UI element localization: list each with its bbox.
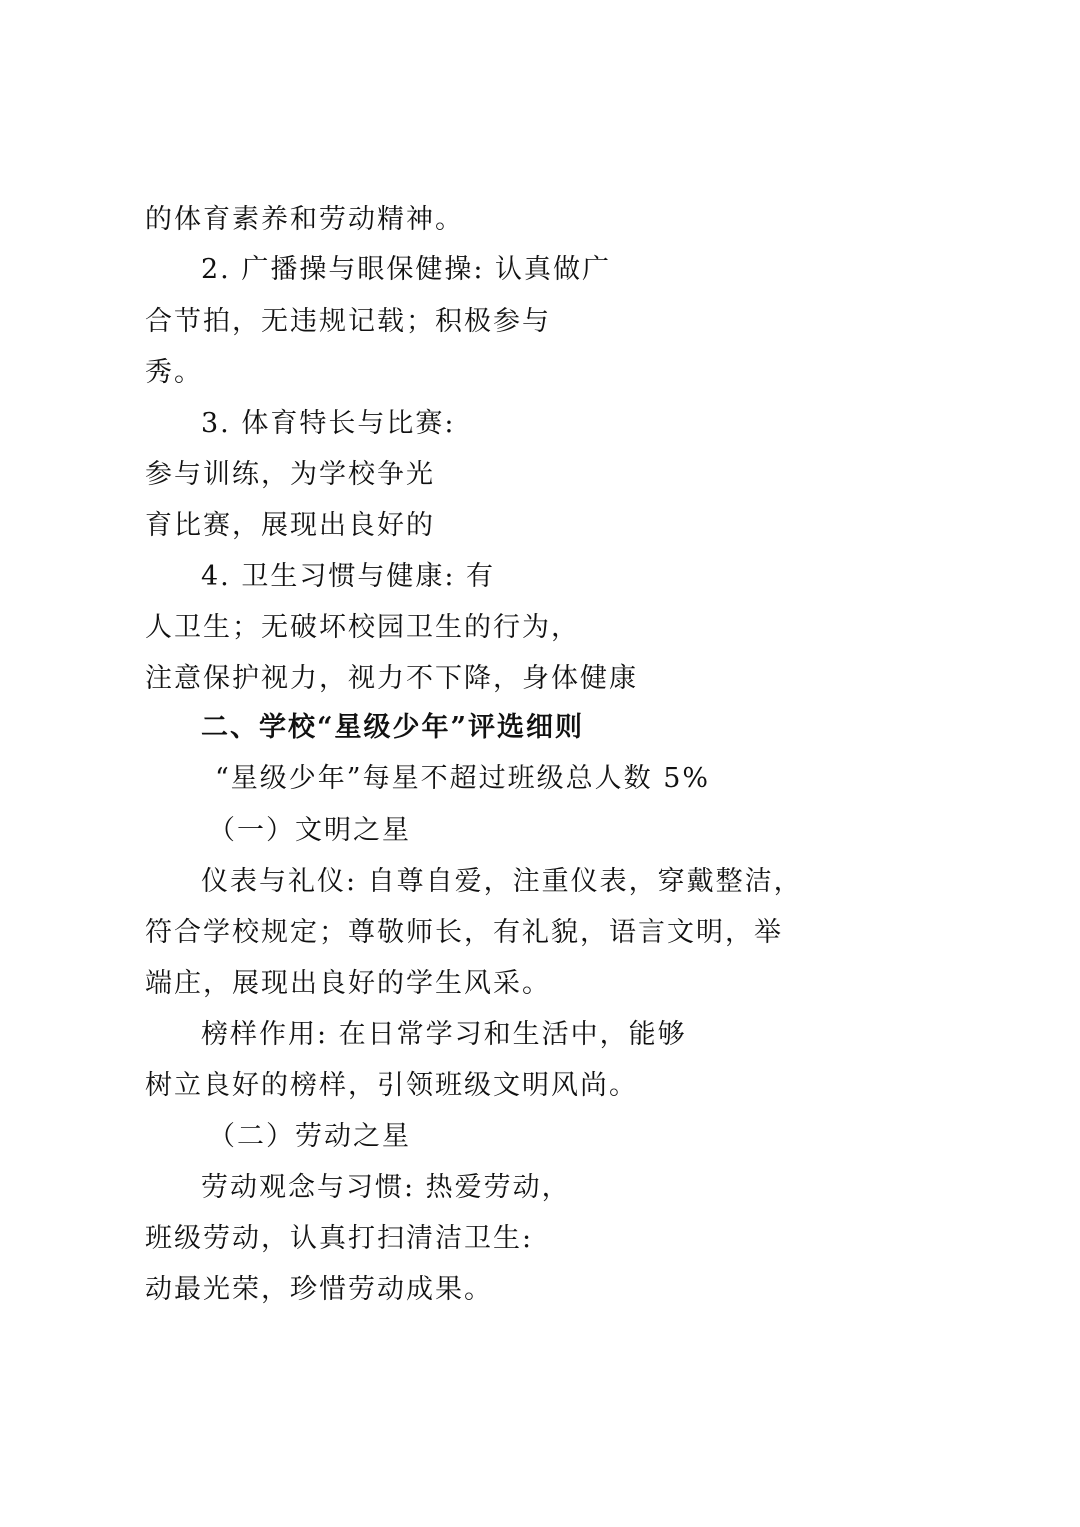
subsection-heading-civility-star: （一）文明之星	[208, 815, 411, 846]
paragraph-line: 动最光荣，珍惜劳动成果。	[145, 1274, 493, 1305]
paragraph-line: 树立良好的榜样，引领班级文明风尚。	[145, 1070, 638, 1101]
paragraph-line: 参与训练，为学校争光	[145, 459, 435, 490]
paragraph-line: 合节拍，无违规记载；积极参与	[145, 306, 551, 337]
paragraph-line: 仪表与礼仪: 自尊自爱，注重仪表，穿戴整洁，	[201, 866, 803, 897]
paragraph-line: 育比赛，展现出良好的	[145, 510, 435, 541]
paragraph-line: 端庄，展现出良好的学生风采。	[145, 968, 551, 999]
paragraph-line: 班级劳动，认真打扫清洁卫生:	[145, 1223, 534, 1254]
item-heading-sports-specialty: 3. 体育特长与比赛:	[201, 408, 456, 439]
paragraph-line: 榜样作用: 在日常学习和生活中，能够	[201, 1019, 687, 1050]
quota-note: “星级少年”每星不超过班级总人数 5%	[215, 763, 711, 794]
item-heading-broadcast-exercise: 2. 广播操与眼保健操: 认真做广	[201, 254, 612, 285]
paragraph-line: 注意保护视力，视力不下降，身体健康	[145, 663, 638, 694]
paragraph-line: 符合学校规定；尊敬师长，有礼貌，语言文明，举	[145, 917, 783, 948]
paragraph-line: 人卫生；无破坏校园卫生的行为，	[145, 612, 580, 643]
section-heading: 二、学校“星级少年”评选细则	[201, 712, 585, 743]
paragraph-line: 秀。	[145, 357, 203, 388]
paragraph-line: 的体育素养和劳动精神。	[145, 204, 464, 235]
item-heading-hygiene-health: 4. 卫生习惯与健康: 有	[201, 561, 496, 592]
subsection-heading-labor-star: （二）劳动之星	[208, 1121, 411, 1152]
paragraph-line: 劳动观念与习惯: 热爱劳动，	[201, 1172, 571, 1203]
